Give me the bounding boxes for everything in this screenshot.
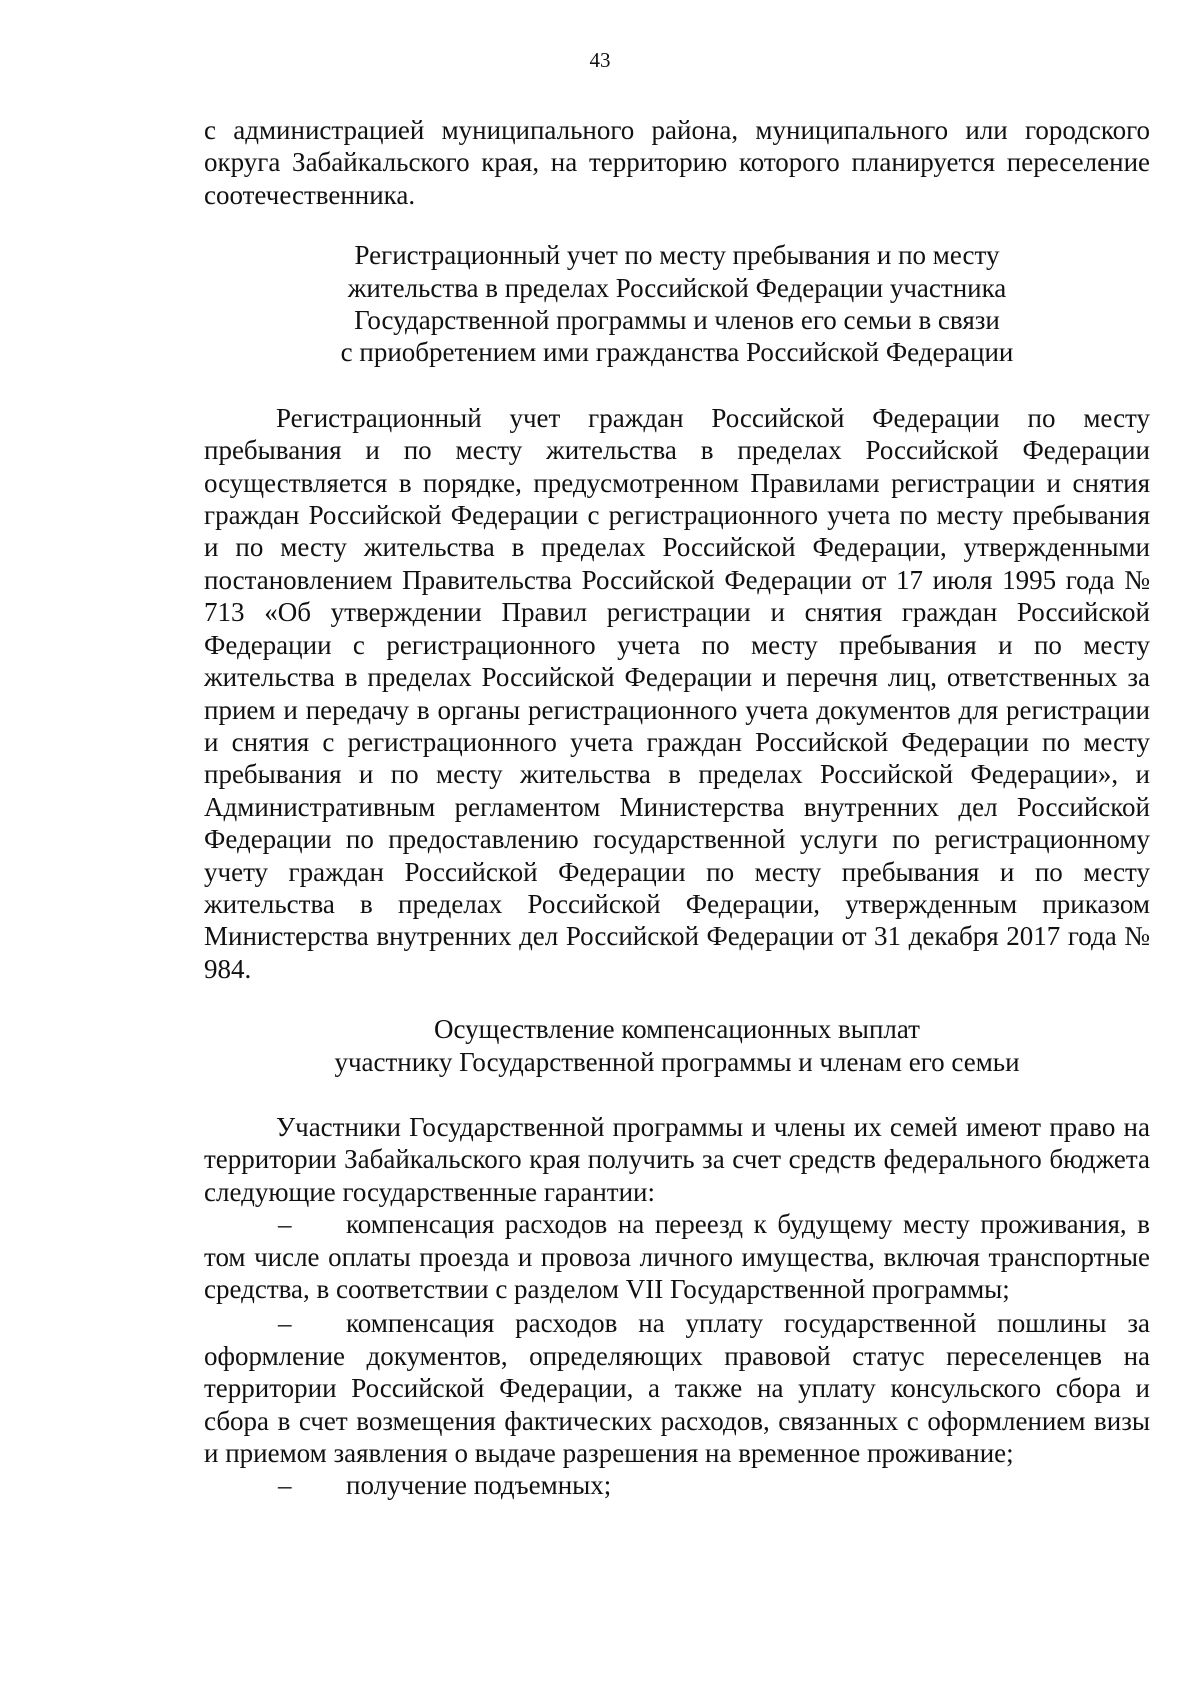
- section-heading-registration: [204, 239, 1150, 369]
- dash-marker: –: [278, 1209, 292, 1240]
- spacer: [204, 1078, 1150, 1111]
- dash-marker: –: [278, 1308, 292, 1339]
- list-item-text: компенсация расходов на переезд к будущему месту проживания, в том числе оплаты проезда и провоза личного имущества, включая транспортные средства, в соответствии с разделом VII Государственной программы;: [204, 1209, 1150, 1304]
- compensation-paragraph: Участники Государственной программы и члены их семей имеют право на территории Забайкальского края получить за счет средств федерального бюджета следующие государственные гарантии:: [204, 1111, 1150, 1207]
- registration-paragraph: Регистрационный учет граждан Российской Федерации по месту пребывания и по месту жительства в пределах Российской Федерации осуществляется в порядке, предусмотренном Правилами регистрации и снятия граждан Российской Федерации с регистрационного учета по месту пребывания и по месту жительства в пределах Российской Федерации, утвержденными постановлением Правительства Российской Федерации от 17 июля 1995 года № 713 «Об утверждении Правил регистрации и снятия граждан Российской Федерации с регистрационного учета по месту пребывания и по месту жительства в пределах Российской Федерации и перечня лиц, ответственных за прием и передачу в органы регистрационного учета документов для регистрации и снятия с регистрационного учета граждан Российской Федерации по месту пребывания и по месту жительства в пределах Российской Федерации», и Административным регламентом Министерства внутренних дел Российской Федерации по предоставлению государственной услуги по регистрационному учету граждан Российской Федерации по месту пребывания и по месту жительства в пределах Российской Федерации, утвержденным приказом Министерства внутренних дел Российской Федерации от 31 декабря 2017 года № 984.: [204, 402, 1150, 984]
- heading-line: Государственной программы и членов его семьи в связи: [354, 305, 1000, 336]
- intro-paragraph: с администрацией муниципального района, муниципального или городского округа Забайкальского края, на территорию которого планируется переселение соотечественника.: [204, 115, 1150, 210]
- document-body: [204, 114, 1150, 1502]
- list-item: [204, 1307, 1150, 1469]
- heading-line: Осуществление компенсационных выплат: [434, 1014, 920, 1045]
- page-number: 43: [589, 48, 611, 72]
- list-item: [204, 1469, 1150, 1501]
- heading-line: жительства в пределах Российской Федерации участника: [347, 272, 1007, 303]
- section-heading-compensation: [204, 1013, 1150, 1078]
- spacer: [204, 211, 1150, 239]
- heading-line: с приобретением ими гражданства Российской Федерации: [340, 337, 1014, 368]
- dash-marker: –: [278, 1470, 292, 1501]
- heading-line: участнику Государственной программы и членам его семьи: [334, 1046, 1020, 1077]
- list-item: [204, 1208, 1150, 1305]
- list-item-text: компенсация расходов на уплату государственной пошлины за оформление документов, определяющих правовой статус переселенцев на территории Российской Федерации, а также на уплату консульского сбора и сбора в счет возмещения фактических расходов, связанных с оформлением визы и приемом заявления о выдаче разрешения на временное проживание;: [204, 1308, 1150, 1469]
- spacer: [204, 985, 1150, 1013]
- heading-line: Регистрационный учет по месту пребывания и по месту: [354, 240, 1000, 271]
- list-item-text: получение подъемных;: [346, 1470, 612, 1501]
- spacer: [204, 369, 1150, 402]
